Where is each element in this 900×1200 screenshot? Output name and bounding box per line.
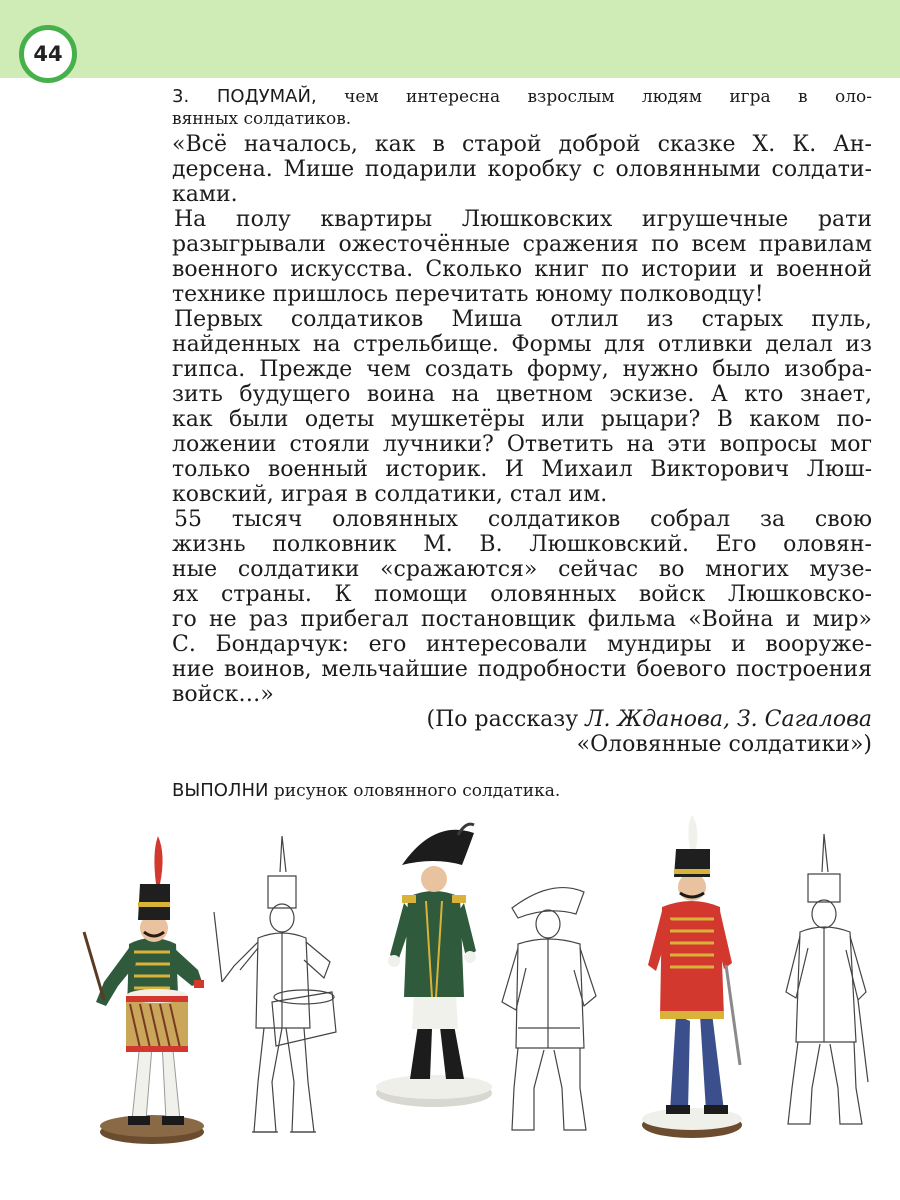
text-line: ях страны. К помощи оловянных войск Люшковско- [172, 582, 872, 607]
text-line: найденных на стрельбище. Формы для отливки делал из [172, 332, 872, 357]
text-line: технике пришлось перечитать юному полководцу! [172, 282, 764, 307]
text-line: «Всё началось, как в старой доброй сказке Х. К. Ан- [172, 132, 872, 157]
text-line: ние воинов, мельчайшие подробности боевого построения [172, 657, 872, 682]
task-text: чем интересна взрослым людям игра в оло- [344, 87, 873, 107]
drummer-figurine [74, 832, 224, 1152]
text-line: С. Бондарчук: его интересовали мундиры и вооруже- [172, 632, 872, 657]
text-line: гипса. Прежде чем создать форму, нужно было изобра- [172, 357, 872, 382]
exercise-line [172, 778, 872, 804]
drummer-sketch [212, 832, 342, 1152]
top-color-band [0, 0, 900, 78]
text-line: го не раз прибегал постановщик фильма «Война и мир» [172, 607, 872, 632]
general-figurine [362, 815, 502, 1115]
hussar-figurine [620, 815, 770, 1145]
text-line: ные солдатики «сражаются» сейчас во многих музе- [172, 557, 872, 582]
exercise-text: рисунок оловянного солдатика. [273, 781, 561, 801]
text-line: На полу квартиры Люшковских игрушечные рати [174, 207, 872, 232]
source-line-1 [172, 707, 872, 732]
text-line: войск…» [172, 682, 274, 707]
text-line: военного искусства. Сколько книг по истории и военной [172, 257, 872, 282]
task-keyword: 3. ПОДУМАЙ, [172, 86, 317, 107]
general-sketch [488, 878, 618, 1148]
text-line: как были одеты мушкетёры или рыцари? В каком по- [172, 407, 872, 432]
text-line: ложении стояли лучники? Ответить на эти вопросы мог [172, 432, 872, 457]
text-line: жизнь полковник М. В. Люшковский. Его оловян- [172, 532, 872, 557]
text-line: дерсена. Мише подарили коробку с оловянными солдати- [172, 157, 872, 182]
text-line: Первых солдатиков Миша отлил из старых пуль, [174, 307, 872, 332]
source-title: «Оловянные солдатики») [576, 732, 872, 757]
source-authors: Л. Жданова, З. Сагалова [585, 707, 872, 732]
text-line: только военный историк. И Михаил Викторович Люш- [172, 457, 872, 482]
source-prefix: (По рассказу [426, 707, 586, 732]
page-number: 44 [19, 25, 77, 83]
text-line: разыгрывали ожесточённые сражения по всем правилам [172, 232, 872, 257]
text-line: 55 тысяч оловянных солдатиков собрал за свою [174, 507, 872, 532]
text-line: зить будущего воина на цветном эскизе. А кто знает, [172, 382, 872, 407]
task-line-2: вянных солдатиков. [172, 109, 352, 129]
text-line: ковский, играя в солдатики, стал им. [172, 482, 608, 507]
hussar-sketch [760, 832, 880, 1142]
exercise-keyword: ВЫПОЛНИ [172, 780, 269, 801]
text-line: ками. [172, 182, 238, 207]
